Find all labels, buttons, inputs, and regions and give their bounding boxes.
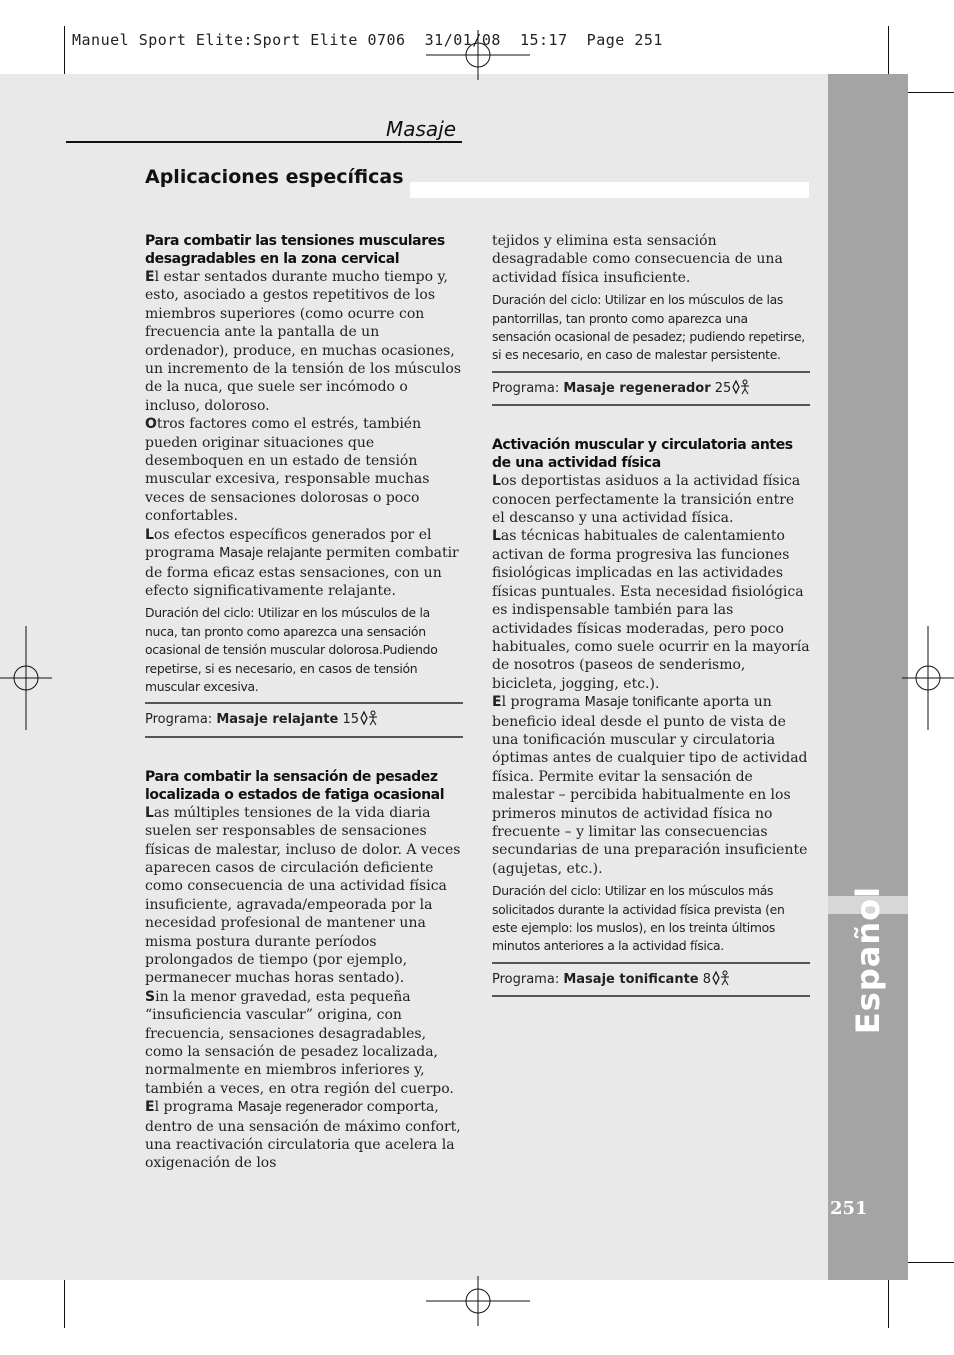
subsection-bar	[410, 182, 809, 198]
crop-mark	[888, 26, 889, 78]
program-duration: 25	[710, 380, 732, 396]
paragraph-text: l programa	[154, 1099, 238, 1116]
crop-mark	[64, 26, 65, 78]
page-number: 251	[830, 1198, 868, 1219]
program-name: Masaje regenerador	[237, 1100, 363, 1116]
heading-muscular-activation: Activación muscular y circulatoria antes de una actividad física	[492, 437, 793, 472]
paragraph	[492, 472, 810, 527]
program-name: Masaje tonificante	[584, 695, 699, 711]
text-column-right	[492, 232, 810, 997]
crop-mark	[902, 1262, 954, 1263]
program-duration: 15	[338, 712, 360, 728]
program-label: Programa:	[492, 971, 564, 987]
drop-cap: E	[145, 269, 155, 285]
paragraph	[145, 526, 463, 601]
drop-cap: L	[492, 473, 501, 490]
drop-cap: L	[492, 528, 501, 545]
drop-cap: L	[145, 804, 154, 821]
registration-mark-icon	[426, 1276, 530, 1326]
paragraph-text: as técnicas habituales de calentamiento activan de forma progresiva las funciones fisiológicas implicadas en las actividades físicas puntuales. Esta necesidad fisiológica es indispensable también para las actividades físicas moderadas, pero poco habituales, como suele ocurrir en la mayoría de nosotros (paseos de senderismo, bicicleta, jogging, etc.).	[492, 528, 810, 692]
paragraph	[145, 415, 463, 525]
registration-mark-icon	[902, 626, 954, 730]
paragraph	[145, 268, 463, 415]
paragraph-text: tros factores como el estrés, también pueden originar situaciones que desemboquen en un estado de tensión muscular excesiva, responsable muchas veces de sensaciones dolorosas o poco confortables.	[145, 416, 430, 525]
registration-mark-icon	[0, 626, 52, 730]
subsection-title: Aplicaciones específicas	[145, 166, 404, 188]
section-title-rule	[66, 141, 462, 143]
section-title: Masaje	[386, 117, 457, 141]
program-line	[492, 371, 810, 406]
paragraph	[145, 804, 463, 988]
paragraph-text: os efectos específicos generados por el programa	[145, 526, 432, 562]
paragraph	[492, 693, 810, 878]
paragraph	[492, 527, 810, 693]
program-name: Masaje relajante	[216, 712, 339, 728]
drop-cap: L	[145, 526, 154, 543]
paragraph-text: l estar sentados durante mucho tiempo y, esto, asociado a gestos repetitivos de los miembros superiores (como ocurre con frecuencia ante la pantalla de un ordenador), produce, en muchas ocasiones, un incremento de la tensión de los músculos de la nuca, que suele ser incómodo o incluso, doloroso.	[145, 269, 461, 414]
language-label: Español	[849, 885, 887, 1035]
cycle-duration-note: Duración del ciclo: Utilizar en los músculos más solicitados durante la actividad física prevista (en este ejemplo: los muslos), en los treinta últimos minutos anteriores a la actividad física.	[492, 883, 785, 954]
crop-mark	[64, 1276, 65, 1328]
clock-icon	[731, 379, 751, 395]
program-label: Programa:	[145, 712, 217, 728]
paragraph-text: in la menor gravedad, esta pequeña “insuficiencia vascular” origina, con frecuencia, sensaciones desagradables, como la sensación de pesadez localizada, normalmente en miembros inferiores y, también a veces, en otra región del cuerpo.	[145, 988, 454, 1097]
program-line	[145, 702, 463, 737]
crop-mark	[902, 92, 954, 93]
program-duration: 8	[698, 971, 712, 987]
paragraph	[145, 1098, 463, 1173]
paragraph-text: comporta, dentro de una sensación de máximo confort, una reactivación circulatoria que acelera la oxigenación de los	[145, 1099, 461, 1172]
text-column-left	[145, 232, 463, 1173]
program-name: Masaje relajante	[219, 546, 322, 562]
paragraph-text: permiten combatir de forma eficaz estas sensaciones, con un efecto significativamente relajante.	[145, 545, 459, 599]
paragraph: tejidos y elimina esta sensación desagradable como consecuencia de una actividad física insuficiente.	[492, 233, 783, 286]
paragraph-text: aporta un beneficio ideal desde el punto de vista de una tonificación muscular y circulatoria óptimas antes de cualquier tipo de actividad física. Permite evitar la sensación de malestar – percibida habitualmente en los primeros minutos de actividad física no frecuente – y limitar las consecuencias secundarias de una preparación insuficiente (agujetas, etc.).	[492, 694, 808, 877]
clock-icon	[359, 710, 379, 726]
program-name: Masaje tonificante	[563, 971, 699, 987]
registration-mark-icon	[426, 30, 530, 80]
drop-cap: S	[145, 988, 156, 1005]
program-label: Programa:	[492, 380, 564, 396]
crop-mark	[888, 1276, 889, 1328]
clock-icon	[711, 970, 731, 986]
paragraph-text: os deportistas asiduos a la actividad física conocen perfectamente la transición entre el descanso y una actividad física.	[492, 473, 801, 527]
drop-cap: E	[145, 1099, 155, 1116]
language-side-tab	[828, 74, 908, 1280]
cycle-duration-note: Duración del ciclo: Utilizar en los músculos de la nuca, tan pronto como aparezca una sensación ocasional de tensión muscular dolorosa.Pudiendo repetirse, si es necesario, en casos de tensión muscular excesiva.	[145, 605, 438, 694]
drop-cap: O	[145, 416, 157, 433]
program-name: Masaje regenerador	[563, 380, 711, 396]
paragraph-text: as múltiples tensiones de la vida diaria suelen ser responsables de sensaciones físicas de malestar, incluso de dolor. A veces aparecen casos de circulación deficiente como consecuencia de una actividad física insuficiente, agravada/empeorada por la necesidad profesional de mantener una misma postura durante períodos prolongados de tiempo (por ejemplo, permanecer muchas horas sentado).	[145, 804, 461, 987]
print-slug-header: Manuel Sport Elite:Sport Elite 0706 31/01/08 15:17 Page 251	[72, 31, 663, 49]
cycle-duration-note: Duración del ciclo: Utilizar en los músculos de las pantorrillas, tan pronto como aparezca una sensación ocasional de pesadez; pudiendo repetirse, si es necesario, en caso de malestar persistente.	[492, 292, 805, 363]
program-line	[492, 962, 810, 997]
paragraph-text: l programa	[501, 694, 585, 711]
drop-cap: E	[492, 694, 502, 711]
paragraph	[145, 988, 463, 1098]
heading-heaviness-fatigue: Para combatir la sensación de pesadez localizada o estados de fatiga ocasional	[145, 768, 445, 803]
heading-cervical-tension: Para combatir las tensiones musculares desagradables en la zona cervical	[145, 233, 445, 267]
